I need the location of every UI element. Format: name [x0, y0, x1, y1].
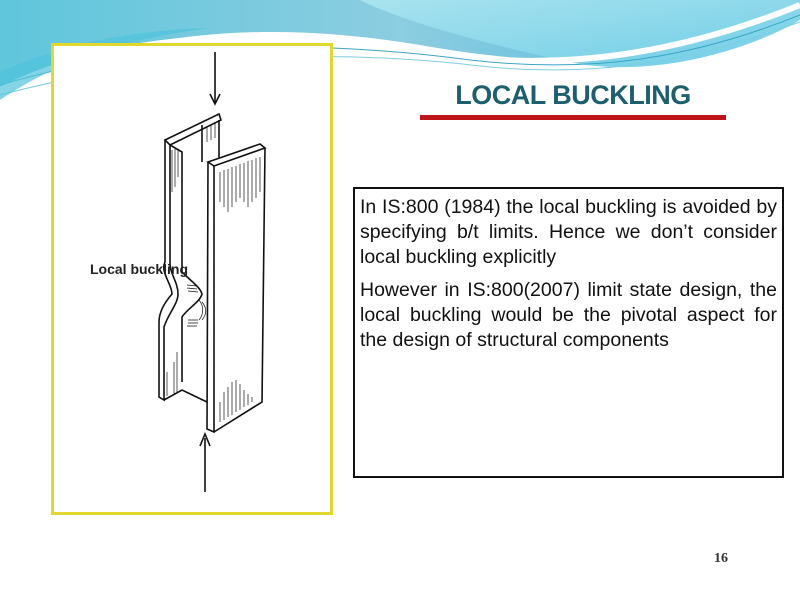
page-number: 16: [714, 551, 728, 566]
slide-title: LOCAL BUCKLING: [455, 80, 691, 110]
figure-label: Local buckling: [90, 261, 189, 277]
paragraph-is800-1984: In IS:800 (1984) the local buckling is avoided by specifying b/t limits. Hence we don’t consider local buckling explicitly: [360, 196, 777, 268]
figure-frame: [51, 43, 333, 515]
content-textbox: [353, 187, 784, 478]
title-underline: [420, 115, 726, 120]
paragraph-is800-2007: However in IS:800(2007) limit state design, the local buckling would be the pivotal aspect for the design of structural components: [360, 279, 777, 351]
i-beam-local-buckling-illustration: [54, 46, 330, 512]
